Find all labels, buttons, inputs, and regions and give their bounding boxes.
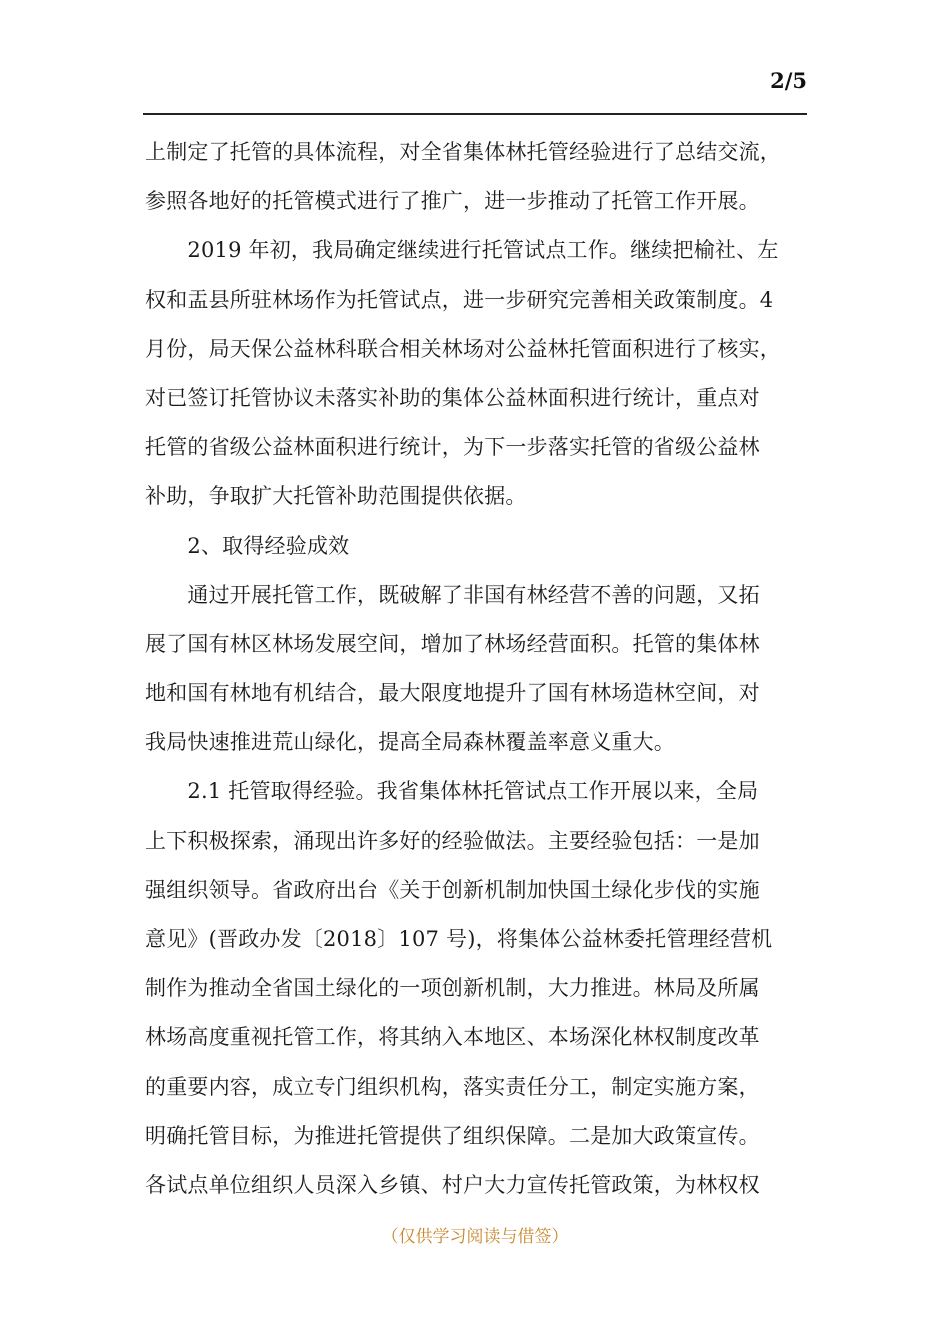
body-line: 2019 年初，我局确定继续进行托管试点工作。继续把榆社、左 [145, 238, 779, 263]
body-line: 的重要内容，成立专门组织机构，落实责任分工，制定实施方案， [145, 1074, 760, 1099]
body-line: 上下积极探索，涌现出许多好的经验做法。主要经验包括：一是加 [145, 828, 760, 853]
body-line: 月份，局天保公益林科联合相关林场对公益林托管面积进行了核实， [145, 336, 781, 361]
body-line: 参照各地好的托管模式进行了推广，进一步推动了托管工作开展。 [145, 189, 760, 214]
body-line: 展了国有林区林场发展空间，增加了林场经营面积。托管的集体林 [145, 631, 760, 656]
body-line: 补助，争取扩大托管补助范围提供依据。 [145, 484, 527, 509]
body-line: 托管的省级公益林面积进行统计，为下一步落实托管的省级公益林 [145, 435, 760, 460]
footer-note: （仅供学习阅读与借签） [381, 1227, 569, 1247]
body-line: 地和国有林地有机结合，最大限度地提升了国有林场造林空间，对 [145, 681, 760, 706]
header-rule [143, 113, 807, 115]
document-body [145, 128, 809, 1210]
page-number: 2/5 [770, 68, 807, 93]
body-line: 强组织领导。省政府出台《关于创新机制加快国土绿化步伐的实施 [145, 877, 760, 902]
body-line: 2.1 托管取得经验。我省集体林托管试点工作开展以来，全局 [145, 779, 759, 804]
body-line: 明确托管目标，为推进托管提供了组织保障。二是加大政策宣传。 [145, 1123, 760, 1148]
body-line: 我局快速推进荒山绿化，提高全局森林覆盖率意义重大。 [145, 730, 675, 755]
section-heading: 2、取得经验成效 [145, 533, 350, 558]
body-line: 林场高度重视托管工作，将其纳入本地区、本场深化林权制度改革 [145, 1025, 760, 1050]
body-line: 各试点单位组织人员深入乡镇、村户大力宣传托管政策，为林权权 [145, 1172, 760, 1197]
body-line: 制作为推动全省国土绿化的一项创新机制，大力推进。林局及所属 [145, 976, 760, 1001]
body-line: 意见》(晋政办发〔2018〕107 号)，将集体公益林委托管理经营机 [145, 927, 773, 951]
body-line: 上制定了托管的具体流程，对全省集体林托管经验进行了总结交流， [145, 140, 781, 164]
body-line: 权和盂县所驻林场作为托管试点，进一步研究完善相关政策制度。4 [145, 287, 774, 312]
body-line: 对已签订托管协议未落实补助的集体公益林面积进行统计，重点对 [145, 385, 760, 410]
body-line: 通过开展托管工作，既破解了非国有林经营不善的问题，又拓 [145, 582, 760, 607]
